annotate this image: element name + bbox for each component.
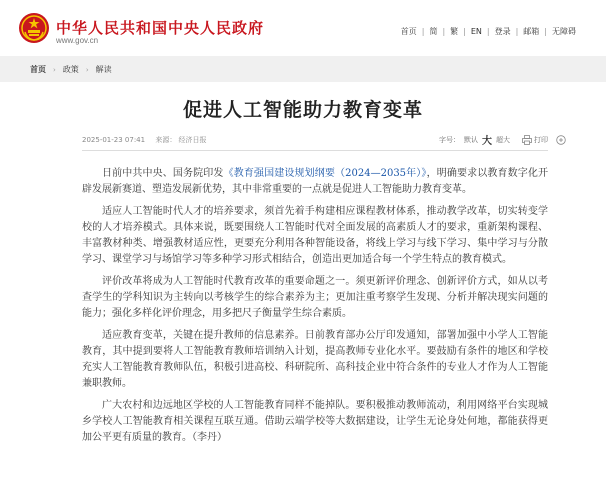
- article-tools: [439, 132, 566, 147]
- article-paragraph: 广大农村和边远地区学校的人工智能教育同样不能掉队。要积极推动教师流动，利用网络平台实现城乡学校人工智能教育相关课程互联互通。借助云端学校等大数据建设，让学生无论身处何地，都能获得更加公平更有质量的教育。（李丹）: [82, 400, 548, 443]
- print-icon: [522, 135, 532, 145]
- nav-accessibility[interactable]: 无障碍: [552, 27, 576, 36]
- share-button[interactable]: [556, 135, 566, 145]
- site-url: www.gov.cn: [56, 36, 99, 45]
- font-size-large[interactable]: 大: [482, 136, 492, 147]
- paragraph-text: 日前中共中央、国务院印发: [102, 168, 224, 179]
- article-paragraph: 评价改革将成为人工智能时代教育改革的重要命题之一。须更新评价理念、创新评价方式，如从以考查学生的学科知识为主转向以考核学生的综合素养为主；更加注重考察学生发现、分析并解决现实问题的能力；强化多样化评价理念，用多把尺子衡量学生综合素质。: [82, 276, 548, 319]
- article-paragraph: 适应人工智能时代人才的培养要求，须首先着手构建相应课程教材体系，推动教学改革，切实转变学校的人才培养模式。具体来说，既要围绕人工智能时代对全面发展的高素质人才的要求，重新架构课程、丰富教材种类、增强教材适应性，更要充分利用各种智能设备，将线上学习与线下学习、集中学习与分散学习、课堂学习与场馆学习等多种学习形式相结合，创造出更加适合每一个学生特点的教育模式。: [82, 206, 548, 265]
- meta-divider: [82, 150, 548, 151]
- outline-link[interactable]: 《教育强国建设规划纲要（2024—2035年）》: [223, 168, 427, 179]
- article-meta: [82, 135, 207, 145]
- nav-separator: |: [421, 27, 425, 36]
- site-header: [0, 0, 606, 56]
- site-title[interactable]: 中华人民共和国中央人民政府: [56, 19, 265, 37]
- article-paragraph: 适应教育变革，关键在提升教师的信息素养。日前教育部办公厅印发通知，部署加强中小学人工智能教育，其中提到要将人工智能教育教师培训纳入计划，提高教师专业化水平。要鼓励有条件的地区和学校充实人工智能教育教师队伍，积极引进高校、科研院所、高科技企业中符合条件的专业人才作为人工智能兼职教师。: [82, 330, 548, 389]
- font-size-default[interactable]: 默认: [464, 135, 478, 144]
- nav-separator: |: [515, 27, 519, 36]
- print-label: 打印: [534, 135, 548, 144]
- share-icon: [556, 135, 566, 145]
- breadcrumb-home[interactable]: 首页: [30, 65, 46, 74]
- nav-separator: |: [442, 27, 446, 36]
- nav-separator: |: [544, 27, 547, 36]
- breadcrumb-bar: [0, 56, 606, 82]
- breadcrumb-arrow-icon: ›: [53, 65, 56, 74]
- nav-login[interactable]: 登录: [494, 27, 511, 36]
- font-size-xlarge[interactable]: 超大: [496, 135, 510, 144]
- article-paragraph: [82, 166, 548, 198]
- nav-english[interactable]: EN: [470, 27, 482, 36]
- article-body: [82, 166, 548, 452]
- article-source: 来源： 经济日报: [155, 136, 207, 144]
- national-emblem-logo[interactable]: [18, 12, 50, 44]
- nav-simplified[interactable]: 简: [429, 27, 438, 36]
- nav-home[interactable]: 首页: [400, 27, 417, 36]
- top-nav: [401, 26, 576, 37]
- breadcrumb-policy[interactable]: 政策: [62, 65, 79, 74]
- breadcrumb-interpretation[interactable]: 解读: [95, 65, 112, 74]
- print-button[interactable]: [522, 135, 548, 145]
- nav-mailbox[interactable]: 邮箱: [523, 27, 540, 36]
- font-size-label: 字号：: [439, 135, 460, 144]
- article-date: 2025-01-23 07:41: [82, 136, 146, 144]
- nav-separator: |: [463, 27, 466, 36]
- breadcrumb-arrow-icon: ›: [85, 65, 89, 74]
- paragraph-text: ，明确要求以教育数字化开辟发展新赛道、塑造发展新优势，其中非常重要的一点就是促进人工智能助力教育变革。: [82, 168, 549, 195]
- article-title: 促进人工智能助力教育变革: [182, 99, 423, 121]
- nav-traditional[interactable]: 繁: [450, 27, 459, 36]
- breadcrumb: [30, 64, 112, 75]
- nav-separator: |: [486, 27, 490, 36]
